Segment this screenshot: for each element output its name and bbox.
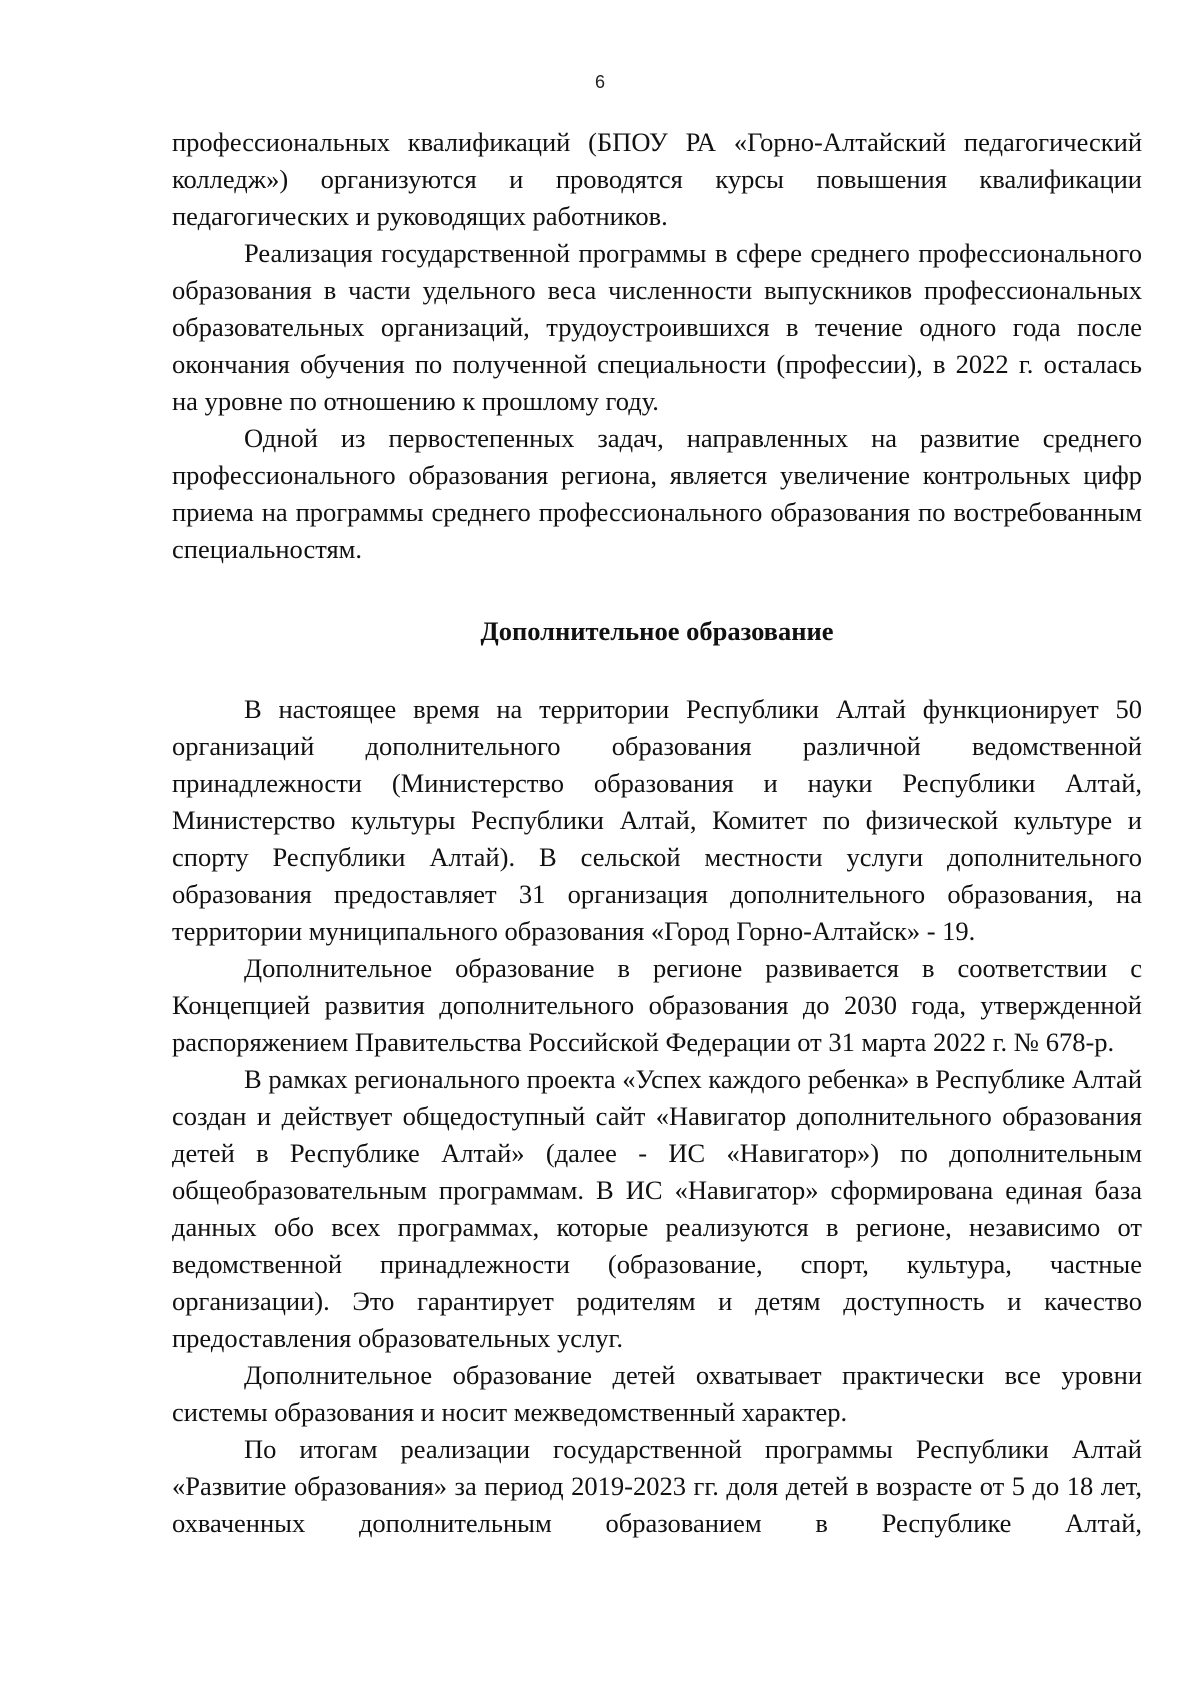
paragraph-concept-2030: Дополнительное образование в регионе развивается в соответствии с Концепцией развития дополнительного образования до 2030 года, утвержденной распоряжением Правительства Российской Федерации от 31 марта 2022 г. № 678-р.: [172, 953, 1142, 1057]
paragraph-priority-tasks: Одной из первостепенных задач, направленных на развитие среднего профессионального образования региона, является увеличение контрольных цифр приема на программы среднего профессионального образования по востребованным специальностям.: [172, 423, 1142, 564]
page-number: 6: [594, 72, 605, 92]
paragraph-program-implementation: Реализация государственной программы в сфере среднего профессионального образования в части удельного веса численности выпускников профессиональных образовательных организаций, трудоустроившихся в течение одного года после окончания обучения по полученной специальности (профессии), в 2022 г. осталась на уровне по отношению к прошлому году.: [172, 238, 1142, 416]
paragraph-navigator: В рамках регионального проекта «Успех каждого ребенка» в Республике Алтай создан и действует общедоступный сайт «Навигатор дополнительного образования детей в Республике Алтай» (далее - ИС «Навигатор») по дополнительным общеобразовательным программам. В ИС «Навигатор» сформирована единая база данных обо всех программах, которые реализуются в регионе, независимо от ведомственной принадлежности (образование, спорт, культура, частные организации). Это гарантирует родителям и детям доступность и качество предоставления образовательных услуг.: [172, 1064, 1142, 1353]
paragraph-continuation: профессиональных квалификаций (БПОУ РА «Горно-Алтайский педагогический колледж») организуются и проводятся курсы повышения квалификации педагогических и руководящих работников.: [172, 127, 1142, 231]
paragraph-interdepartmental: Дополнительное образование детей охватывает практически все уровни системы образования и носит межведомственный характер.: [172, 1360, 1142, 1427]
paragraph-organizations-count: В настоящее время на территории Республики Алтай функционирует 50 организаций дополнительного образования различной ведомственной принадлежности (Министерство образования и науки Республики Алтай, Министерство культуры Республики Алтай, Комитет по физической культуре и спорту Республики Алтай). В сельской местности услуги дополнительного образования предоставляет 31 организация дополнительного образования, на территории муниципального образования «Город Горно-Алтайск» - 19.: [172, 694, 1142, 946]
section-heading: Дополнительное образование: [480, 616, 834, 646]
document-body: [172, 124, 1142, 1542]
paragraph-program-results: По итогам реализации государственной программы Республики Алтай «Развитие образования» за период 2019-2023 гг. доля детей в возрасте от 5 до 18 лет, охваченных дополнительным образованием в Республике Алтай,: [172, 1434, 1142, 1538]
